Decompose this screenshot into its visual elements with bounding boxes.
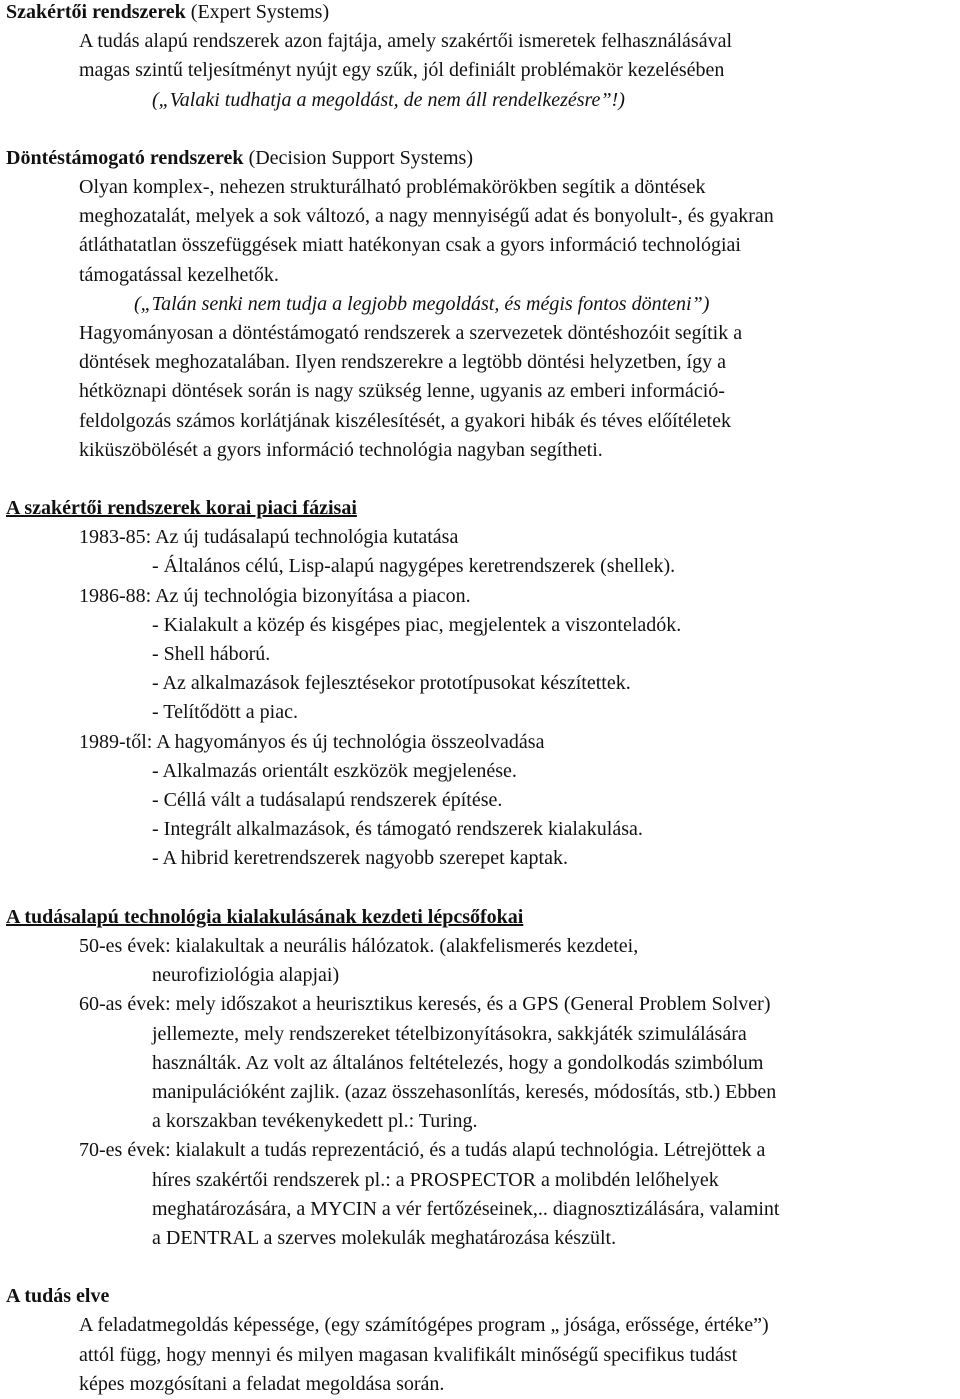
period-line: 1983-85: Az új tudásalapú technológia kutatása [79,526,459,549]
list-item: - Általános célú, Lisp-alapú nagygépes keretrendszerek (shellek). [152,555,676,578]
list-item: - A hibrid keretrendszerek nagyobb szerepet kaptak. [152,847,568,870]
era-continuation: manipulációként zajlik. (azaz összehasonlítás, keresés, módosítás, stb.) Ebben [152,1080,777,1103]
text-line: döntések meghozatalában. Ilyen rendszerekre a legtöbb döntési helyzetben, így a [79,351,726,374]
spacer [6,1253,960,1282]
period-line: 1986-88: Az új technológia bizonyítása a piacon. [79,584,471,607]
heading-rest: (Expert Systems) [185,1,330,23]
quote-line: („Valaki tudhatja a megoldást, de nem áll rendelkezésre”!) [152,88,625,111]
text-line: támogatással kezelhetők. [79,263,279,286]
period-line: 1989-től: A hagyományos és új technológia összeolvadása [79,730,545,753]
list-item: - Alkalmazás orientált eszközök megjelenése. [152,759,517,782]
section-heading [6,144,960,173]
spacer [6,874,960,903]
era-continuation: híres szakértői rendszerek pl.: a PROSPECTOR a molibdén lelőhelyek [152,1168,719,1191]
text-line: képes mozgósítani a feladat megoldása során. [79,1372,445,1395]
text-line: Hagyományosan a döntéstámogató rendszerek a szervezetek döntéshozóit segítik a [79,322,743,345]
list-item: - Céllá vált a tudásalapú rendszerek építése. [152,789,503,812]
era-continuation: jellemezte, mely rendszereket tételbizonyításokra, sakkjáték szimulálására [152,1022,747,1045]
document-page [6,0,960,1399]
section-heading: A tudásalapú technológia kialakulásának kezdeti lépcsőfokai [6,905,524,928]
era-line: 60-as évek: mely időszakot a heurisztikus keresés, és a GPS (General Problem Solver) [79,993,771,1016]
era-continuation: neurofiziológia alapjai) [152,964,340,987]
text-line: A feladatmegoldás képessége, (egy számítógépes program „ jósága, erőssége, értéke”) [79,1314,769,1337]
text-line: feldolgozás számos korlátjának kiszélesítését, a gyakori hibák és téves előítéletek [79,409,731,432]
text-line: meghozatalát, melyek a sok változó, a nagy mennyiségű adat és bonyolult-, és gyakran [79,205,774,228]
list-item: - Kialakult a közép és kisgépes piac, megjelentek a viszonteladók. [152,613,682,636]
text-line: hétköznapi döntések során is nagy szükség lenne, ugyanis az emberi információ- [79,380,725,403]
era-line: 70-es évek: kialakult a tudás reprezentáció, és a tudás alapú technológia. Létrejöttek a [79,1139,766,1162]
section-heading: A tudás elve [6,1285,110,1308]
section-market-phases [6,494,960,874]
era-line: 50-es évek: kialakultak a neurális hálózatok. (alakfelismerés kezdetei, [79,934,639,957]
era-continuation: meghatározására, a MYCIN a vér fertőzéseinek,.. diagnosztizálására, valamint [152,1197,780,1220]
section-knowledge-principle [6,1282,960,1399]
heading-bold: Döntéstámogató rendszerek [6,146,244,169]
era-continuation: a korszakban tevékenykedett pl.: Turing. [152,1110,478,1133]
section-heading: A szakértői rendszerek korai piaci fázisai [6,497,357,520]
era-continuation: használták. Az volt az általános feltételezés, hogy a gondolkodás szimbólum [152,1051,764,1074]
text-line: A tudás alapú rendszerek azon fajtája, amely szakértői ismeretek felhasználásával [79,30,733,53]
heading-rest: (Decision Support Systems) [243,146,473,169]
text-line: magas szintű teljesítményt nyújt egy szűk, jól definiált problémakör kezelésében [79,59,725,82]
section-heading [6,0,960,27]
list-item: - Integrált alkalmazások, és támogató rendszerek kialakulása. [152,818,643,841]
list-item: - Az alkalmazások fejlesztésekor prototípusokat készítettek. [152,672,631,695]
text-line: kiküszöbölését a gyors információ technológia nagyban segítheti. [79,438,603,461]
spacer [6,465,960,494]
quote-line: („Talán senki nem tudja a legjobb megoldást, és mégis fontos dönteni”) [134,292,710,315]
spacer [6,115,960,144]
list-item: - Telítődött a piac. [152,701,298,724]
era-continuation: a DENTRAL a szerves molekulák meghatározása készült. [152,1226,617,1249]
text-line: attól függ, hogy mennyi és milyen magasan kvalifikált minőségű specifikus tudást [79,1343,738,1366]
heading-bold: Szakértői rendszerek [6,1,186,23]
text-line: átláthatatlan összefüggések miatt hatékonyan csak a gyors információ technológiai [79,234,741,257]
section-decision-support [6,144,960,465]
section-expert-systems [6,0,960,115]
section-knowledge-tech-steps [6,903,960,1253]
text-line: Olyan komplex-, nehezen strukturálható problémakörökben segítik a döntések [79,176,706,199]
list-item: - Shell háború. [152,643,271,666]
